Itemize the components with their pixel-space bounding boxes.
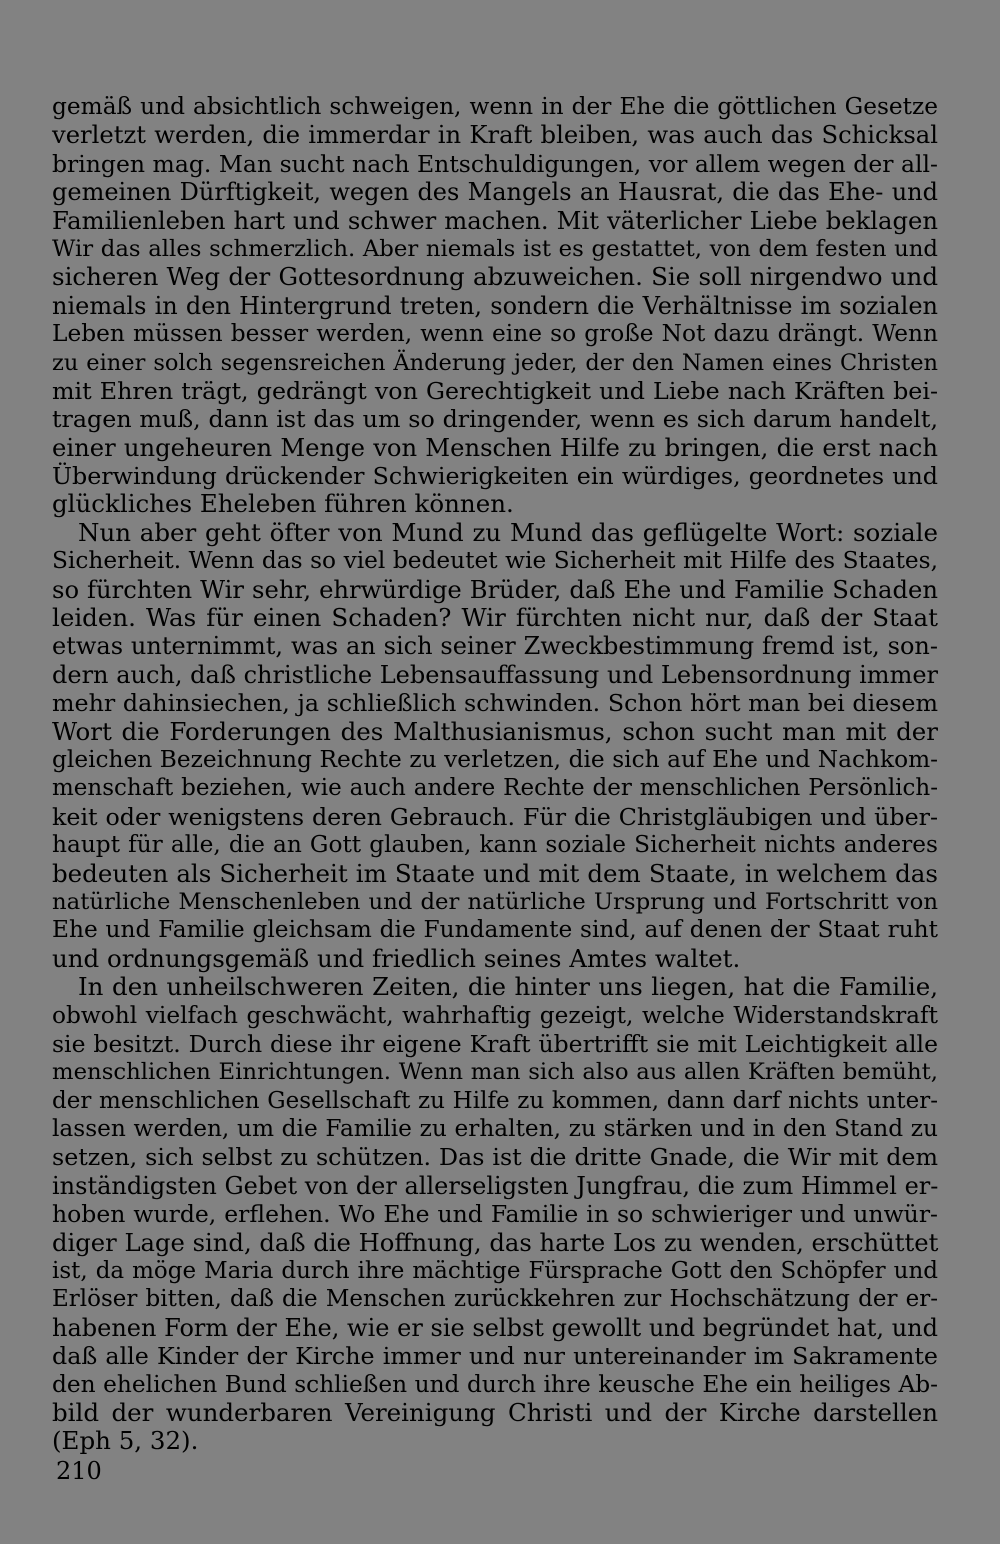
text-line: Leben müssen besser werden, wenn eine so große Not dazu drängt. Wenn xyxy=(52,320,938,348)
text-line: dern auch, daß christliche Lebensauffassung und Lebensordnung immer xyxy=(52,660,938,689)
text-line: Familienleben hart und schwer machen. Mit väterlicher Liebe beklagen xyxy=(52,205,938,235)
text-line: zu einer solch segensreichen Änderung jeder, der den Namen eines Christen xyxy=(52,349,938,376)
text-line: gemeinen Dürftigkeit, wegen des Mangels an Hausrat, die das Ehe- und xyxy=(52,178,938,207)
text-line: den ehelichen Bund schließen und durch ihre keusche Ehe ein heiliges Ab- xyxy=(52,1370,938,1398)
text-line: Sicherheit. Wenn das so viel bedeutet wie Sicherheit mit Hilfe des Staates, xyxy=(52,547,938,575)
page-body xyxy=(52,93,938,1456)
text-line: habenen Form der Ehe, wie er sie selbst gewollt und begründet hat, und xyxy=(52,1313,938,1342)
paragraph-1 xyxy=(52,93,938,519)
page-number: 210 xyxy=(56,1457,102,1485)
text-line: natürliche Menschenleben und der natürliche Ursprung und Fortschritt von xyxy=(52,888,938,915)
text-line: setzen, sich selbst zu schützen. Das ist die dritte Gnade, die Wir mit dem xyxy=(52,1143,938,1172)
text-line: Wort die Forderungen des Malthusianismus, schon sucht man mit der xyxy=(52,716,938,746)
text-line: obwohl vielfach geschwächt, wahrhaftig gezeigt, welche Widerstandskraft xyxy=(52,1001,938,1029)
paragraph-2 xyxy=(52,519,938,973)
text-line: menschlichen Einrichtungen. Wenn man sich also aus allen Kräften bemüht, xyxy=(52,1059,938,1086)
text-line: einer ungeheuren Menge von Menschen Hilfe zu bringen, die erst nach xyxy=(52,432,938,462)
text-line: bedeuten als Sicherheit im Staate und mit dem Staate, in welchem das xyxy=(52,858,938,888)
text-line: glückliches Eheleben führen können. xyxy=(52,489,514,519)
text-line: bringen mag. Man sucht nach Entschuldigungen, vor allem wegen der all- xyxy=(52,149,938,178)
text-line: sie besitzt. Durch diese ihr eigene Kraft übertrifft sie mit Leichtigkeit alle xyxy=(52,1029,938,1058)
text-line: mit Ehren trägt, gedrängt von Gerechtigkeit und Liebe nach Kräften bei- xyxy=(52,376,938,405)
text-line: inständigsten Gebet von der allerseligsten Jungfrau, die zum Himmel er- xyxy=(52,1171,939,1200)
text-line: Ehe und Familie gleichsam die Fundamente sind, auf denen der Staat ruht xyxy=(52,916,938,944)
text-line: gemäß und absichtlich schweigen, wenn in der Ehe die göttlichen Gesetze xyxy=(52,93,938,120)
text-line: menschaft beziehen, wie auch andere Rechte der menschlichen Persönlich- xyxy=(52,775,938,802)
text-line: und ordnungsgemäß und friedlich seines Amtes waltet. xyxy=(52,943,741,973)
text-line: Erlöser bitten, daß die Menschen zurückkehren zur Hochschätzung der er- xyxy=(52,1286,938,1313)
text-line: niemals in den Hintergrund treten, sondern die Verhältnisse im sozialen xyxy=(52,291,938,320)
text-line: Überwindung drückender Schwierigkeiten ein würdiges, geordnetes und xyxy=(52,462,938,491)
text-line: sicheren Weg der Gottesordnung abzuweichen. Sie soll nirgendwo und xyxy=(52,262,938,292)
text-line: In den unheilschweren Zeiten, die hinter uns liegen, hat die Familie, xyxy=(78,972,938,1002)
paragraph-3 xyxy=(52,973,938,1456)
text-line: bild der wunderbaren Vereinigung Christi und der Kirche darstellen xyxy=(52,1397,938,1427)
text-line: diger Lage sind, daß die Hoffnung, das harte Los zu wenden, erschüttet xyxy=(52,1227,939,1257)
text-line: haupt für alle, die an Gott glauben, kann soziale Sicherheit nichts anderes xyxy=(52,831,938,859)
text-line: ist, da möge Maria durch ihre mächtige Fürsprache Gott den Schöpfer und xyxy=(52,1258,938,1285)
text-line: so fürchten Wir sehr, ehrwürdige Brüder, daß Ehe und Familie Schaden xyxy=(52,574,938,604)
text-line: lassen werden, um die Familie zu erhalten, zu stärken und in den Stand zu xyxy=(52,1115,938,1143)
text-line: der menschlichen Gesellschaft zu Hilfe zu kommen, dann darf nichts unter- xyxy=(52,1087,938,1114)
text-line: verletzt werden, die immerdar in Kraft bleiben, was auch das Schicksal xyxy=(52,120,938,150)
text-line: leiden. Was für einen Schaden? Wir fürchten nicht nur, daß der Staat xyxy=(52,603,938,633)
text-line: (Eph 5, 32). xyxy=(52,1426,199,1456)
text-line: mehr dahinsiechen, ja schließlich schwinden. Schon hört man bei diesem xyxy=(52,689,938,718)
text-line: etwas unternimmt, was an sich seiner Zweckbestimmung fremd ist, son- xyxy=(52,632,938,661)
text-line: gleichen Bezeichnung Rechte zu verletzen, die sich auf Ehe und Nachkom- xyxy=(52,745,938,773)
text-line: keit oder wenigstens deren Gebrauch. Für die Christgläubigen und über- xyxy=(52,802,938,831)
text-line: hoben wurde, erflehen. Wo Ehe und Familie in so schwieriger und unwür- xyxy=(52,1200,938,1229)
text-line: Nun aber geht öfter von Mund zu Mund das geflügelte Wort: soziale xyxy=(78,517,938,547)
text-line: daß alle Kinder der Kirche immer und nur untereinander im Sakramente xyxy=(52,1342,938,1371)
text-line: tragen muß, dann ist das um so dringender, wenn es sich darum handelt, xyxy=(52,405,938,434)
text-line: Wir das alles schmerzlich. Aber niemals ist es gestattet, von dem festen und xyxy=(52,235,938,262)
